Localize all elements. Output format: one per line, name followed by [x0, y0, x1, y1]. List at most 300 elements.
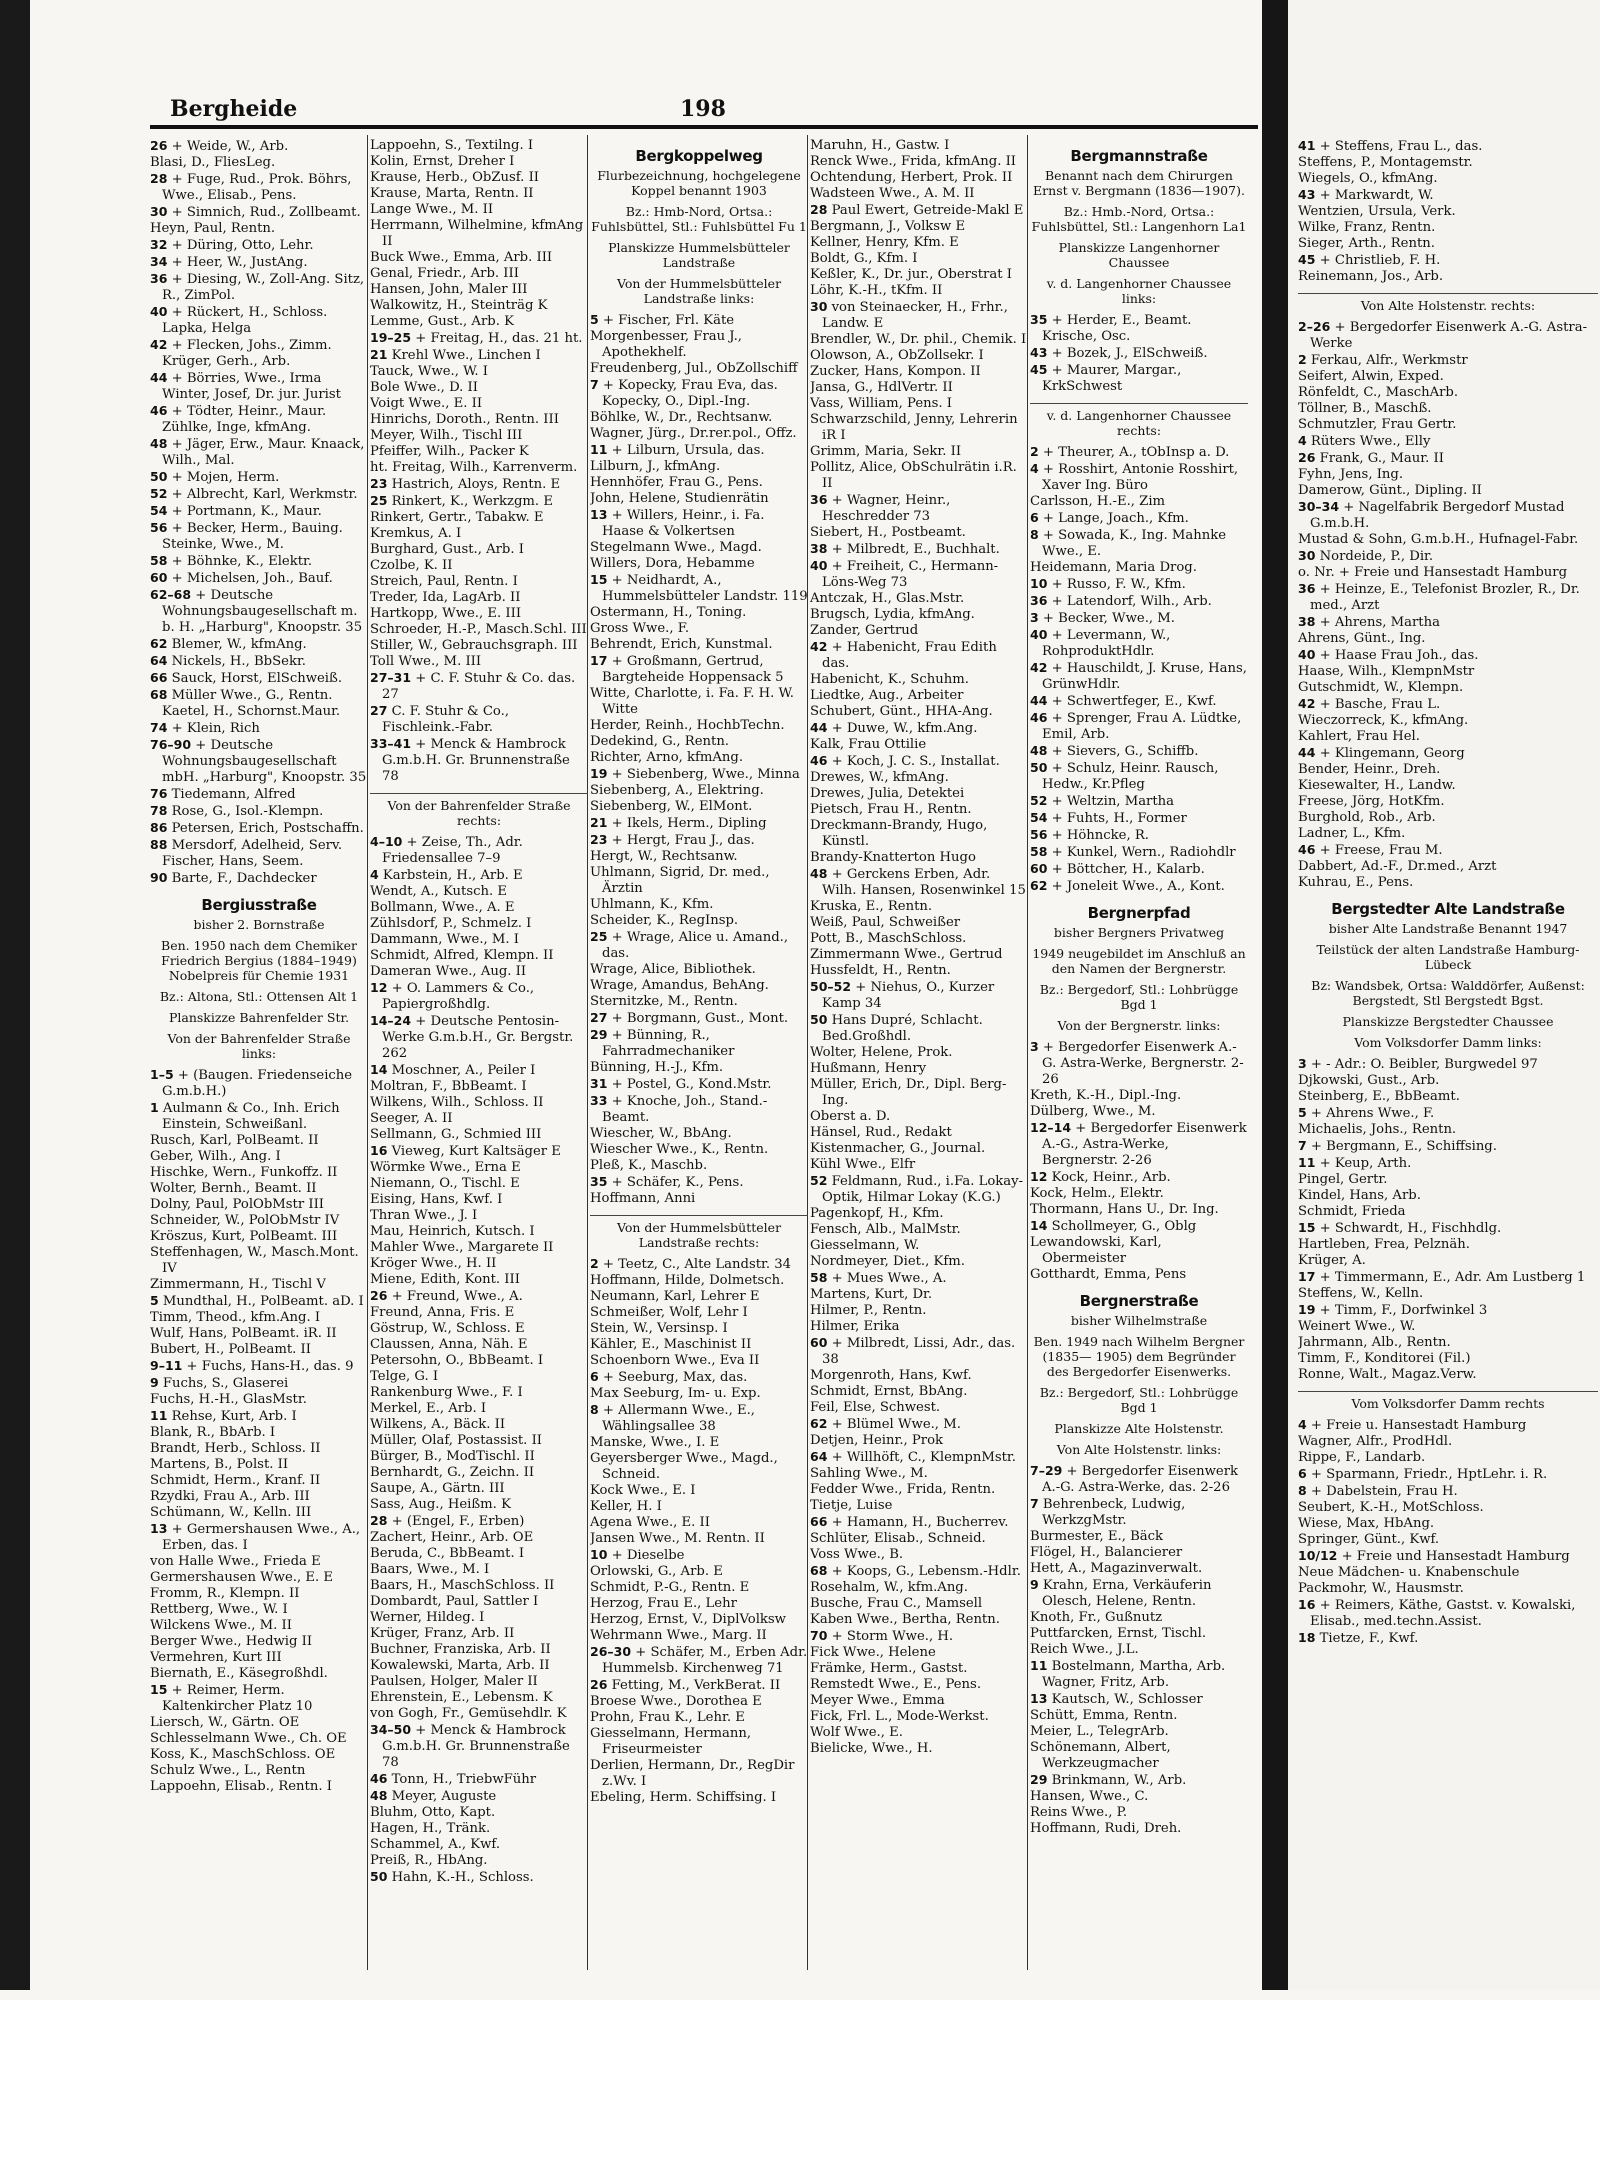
directory-entry [150, 1763, 368, 1779]
directory-entry [590, 1694, 808, 1710]
resident-text: + Storm Wwe., H. [831, 1629, 954, 1644]
resident-text: Nickels, H., BbSekr. [171, 654, 307, 669]
resident-text: Burmester, E., Bäck [1030, 1529, 1164, 1544]
directory-entry [150, 1666, 368, 1682]
directory-entry [810, 1596, 1028, 1612]
directory-entry [150, 1521, 368, 1554]
resident-text: Ahrens, Günt., Ing. [1298, 631, 1426, 646]
resident-text: Vieweg, Kurt Kaltsäger E [391, 1144, 561, 1159]
resident-text: + Bergmann, E., Schiffsing. [1310, 1139, 1497, 1154]
resident-text: Rinkert, Gertr., Tabakw. E [370, 510, 544, 525]
resident-text: Busche, Frau C., Mamsell [810, 1596, 983, 1611]
directory-entry [370, 1272, 588, 1288]
directory-entry [1030, 1202, 1248, 1218]
directory-entry [1298, 729, 1598, 745]
resident-text: Saupe, A., Gärtn. III [370, 1481, 505, 1496]
house-number: 48 [810, 866, 828, 881]
resident-text: Mahler Wwe., Margarete II [370, 1240, 554, 1255]
house-number: 48 [150, 436, 168, 451]
resident-text: Eising, Hans, Kwf. I [370, 1192, 503, 1207]
directory-entry [370, 1111, 588, 1127]
directory-entry [1298, 565, 1598, 581]
street-heading: Bergnerstraße [1079, 1292, 1199, 1310]
house-number: 15 [590, 572, 608, 587]
resident-text: Krause, Marta, Rentn. II [370, 186, 534, 201]
directory-entry [1298, 1056, 1598, 1073]
resident-text: Tietje, Luise [810, 1498, 893, 1513]
directory-entry [810, 720, 1028, 737]
directory-entry [150, 486, 368, 503]
directory-entry [810, 1045, 1028, 1061]
directory-entry [150, 221, 368, 237]
directory-entry [810, 202, 1028, 219]
resident-text: Siebenberg, W., ElMont. [590, 799, 753, 814]
house-number: 48 [370, 1788, 388, 1803]
house-number: 13 [1030, 1691, 1048, 1706]
directory-entry [150, 786, 368, 803]
house-number: 2 [1298, 352, 1307, 367]
resident-text: Wrage, Amandus, BehAng. [590, 978, 769, 993]
house-number: 62 [150, 636, 168, 651]
directory-entry [810, 1157, 1028, 1173]
directory-entry [150, 837, 368, 870]
resident-text: + Becker, Wwe., M. [1042, 611, 1175, 626]
resident-text: Brandy-Knatterton Hugo [810, 850, 976, 865]
directory-entry [150, 370, 368, 403]
directory-entry [590, 410, 808, 426]
directory-entry [370, 1706, 588, 1722]
directory-entry [1298, 842, 1598, 859]
resident-text: Müller, Olaf, Postassist. II [370, 1433, 542, 1448]
resident-text: + Hergt, Frau J., das. [611, 833, 755, 848]
resident-text: + Willers, Heinr., i. Fa. Haase & Volkertsen [602, 508, 765, 539]
directory-entry [590, 1483, 808, 1499]
directory-entry [150, 1213, 368, 1229]
directory-entry [370, 1433, 588, 1449]
directory-entry [1030, 1805, 1248, 1821]
directory-entry [1030, 1496, 1248, 1529]
house-number: 31 [590, 1076, 608, 1091]
house-number: 50–52 [810, 979, 852, 994]
resident-text: Dreckmann-Brandy, Hugo, Künstl. [810, 818, 988, 849]
directory-entry [590, 1191, 808, 1207]
resident-text: Schütt, Emma, Rentn. [1030, 1708, 1178, 1723]
directory-entry [370, 526, 588, 542]
resident-text: + Blümel Wwe., M. [831, 1417, 961, 1432]
house-number: 3 [1030, 610, 1039, 625]
directory-entry [590, 426, 808, 442]
directory-entry [1298, 1204, 1598, 1220]
directory-entry [1030, 1039, 1248, 1088]
directory-entry [590, 734, 808, 750]
resident-text: Willers, Dora, Hebamme [590, 556, 755, 571]
directory-entry [810, 558, 1028, 591]
resident-text: Wieczorreck, K., kfmAng. [1298, 713, 1469, 728]
resident-text: Miene, Edith, Kont. III [370, 1272, 520, 1287]
resident-text: Müller, Erich, Dr., Dipl. Berg-Ing. [810, 1077, 1007, 1108]
directory-entry [810, 704, 1028, 720]
house-number: 8 [590, 1402, 599, 1417]
resident-text: + Christlieb, F. H. [1319, 253, 1441, 268]
street-description: Bz.: Hmb.-Nord, Ortsa.: Fuhlsbüttel, Stl.: Langenhorn La1 [1031, 204, 1247, 234]
directory-entry [1298, 548, 1598, 565]
resident-text: + Ahrens, Martha [1319, 615, 1440, 630]
resident-text: Pagenkopf, H., Kfm. [810, 1206, 944, 1221]
resident-text: Steffenhagen, W., Masch.Mont. IV [150, 1245, 359, 1276]
directory-entry [1298, 713, 1598, 729]
street-description: Bz.: Hmb-Nord, Ortsa.: Fuhlsbüttel, Stl.: Fuhlsbüttel Fu 1 [591, 204, 807, 234]
resident-text: + Willhöft, C., KlempnMstr. [831, 1450, 1016, 1465]
directory-entry [1298, 1188, 1598, 1204]
resident-text: + Koch, J. C. S., Installat. [831, 754, 1000, 769]
resident-text: Feil, Else, Schwest. [810, 1400, 941, 1415]
directory-entry [150, 1489, 368, 1505]
resident-text: Hans Dupré, Schlacht. Bed.Großhdl. [822, 1013, 983, 1044]
house-number: 3 [1298, 1056, 1307, 1071]
directory-entry [810, 866, 1028, 899]
house-number: 64 [150, 653, 168, 668]
resident-text: Zachert, Heinr., Arb. OE [370, 1530, 534, 1545]
directory-entry [150, 403, 368, 436]
resident-text: Dabbert, Ad.-F., Dr.med., Arzt [1298, 859, 1497, 874]
house-number: 12 [1030, 1169, 1048, 1184]
resident-text: Wilckens Wwe., M. II [150, 1618, 292, 1633]
directory-entry [590, 1060, 808, 1076]
resident-text: Ronne, Walt., Magaz.Verw. [1298, 1367, 1477, 1382]
resident-text: + Postel, G., Kond.Mstr. [611, 1077, 772, 1092]
directory-entry [1030, 345, 1248, 362]
directory-entry [1298, 762, 1598, 778]
directory-entry [370, 396, 588, 412]
house-number: 46 [810, 753, 828, 768]
directory-entry [150, 1067, 368, 1100]
resident-text: Pietsch, Frau H., Rentn. [810, 802, 972, 817]
directory-entry [150, 803, 368, 820]
resident-text: + Börries, Wwe., Irma Winter, Josef, Dr. jur. Jurist [162, 371, 341, 402]
resident-text: Töllner, B., Maschß. [1298, 401, 1432, 416]
directory-entry [1030, 1642, 1248, 1658]
directory-entry [590, 1515, 808, 1531]
directory-entry [370, 1853, 588, 1869]
house-number: 45 [1298, 252, 1316, 267]
directory-entry [590, 1451, 808, 1483]
resident-text: Nordmeyer, Diet., Kfm. [810, 1254, 965, 1269]
resident-text: + Levermann, W., RohproduktHdlr. [1042, 628, 1171, 659]
directory-entry [150, 1731, 368, 1747]
directory-entry [370, 606, 588, 622]
resident-text: Thormann, Hans U., Dr. Ing. [1030, 1202, 1219, 1217]
directory-entry [150, 1375, 368, 1392]
resident-text: Schmeißer, Wolf, Lehr I [590, 1305, 748, 1320]
resident-text: + Tödter, Heinr., Maur. Zühlke, Inge, kfmAng. [162, 404, 327, 435]
house-number: 52 [150, 486, 168, 501]
directory-entry [590, 1076, 808, 1093]
directory-entry [590, 1758, 808, 1790]
resident-text: Buchner, Franziska, Arb. II [370, 1642, 551, 1657]
house-number: 23 [370, 476, 388, 491]
directory-entry [1030, 1529, 1248, 1545]
resident-text: Hergt, W., Rechtsanw. [590, 849, 738, 864]
directory-entry [1298, 1105, 1598, 1122]
directory-entry [370, 444, 588, 460]
directory-entry [1030, 593, 1248, 610]
resident-text: Pfeiffer, Wilh., Packer K [370, 444, 529, 459]
directory-entry [810, 1580, 1028, 1596]
directory-entry [370, 1143, 588, 1160]
resident-text: Krüger, A. [1298, 1253, 1366, 1268]
directory-entry [590, 978, 808, 994]
resident-text: Hansen, Wwe., C. [1030, 1789, 1149, 1804]
directory-entry [590, 686, 808, 718]
resident-text: Buck Wwe., Emma, Arb. III [370, 250, 553, 265]
resident-text: Tauck, Wwe., W. I [370, 364, 488, 379]
house-number: 38 [1298, 614, 1316, 629]
resident-text: Ochtendung, Herbert, Prok. II [810, 170, 1013, 185]
resident-text: Paulsen, Holger, Maler II [370, 1674, 538, 1689]
resident-text: Streich, Paul, Rentn. I [370, 574, 518, 589]
directory-entry [370, 1305, 588, 1321]
house-number: 58 [1030, 844, 1048, 859]
resident-text: von Halle Wwe., Frieda E [150, 1554, 321, 1569]
resident-text: Baars, Wwe., M. I [370, 1562, 490, 1577]
resident-text: Hoffmann, Anni [590, 1191, 696, 1206]
resident-text: + Bergedorfer Eisenwerk A.-G. Astra-Werke, Bergnerstr. 2-26 [1042, 1040, 1244, 1087]
directory-entry [370, 916, 588, 932]
resident-text: Werner, Hildeg. I [370, 1610, 485, 1625]
resident-text: Böhlke, W., Dr., Rechtsanw. [590, 410, 773, 425]
resident-text: + Heer, W., JustAng. [171, 255, 308, 270]
resident-text: Zühlsdorf, P., Schmelz. I [370, 916, 532, 931]
directory-column-1 [150, 138, 368, 1968]
resident-text: Knoth, Fr., Gußnutz [1030, 1610, 1163, 1625]
directory-entry [810, 1725, 1028, 1741]
resident-text: Brendler, W., Dr. phil., Chemik. I [810, 332, 1027, 347]
directory-entry [1298, 220, 1598, 236]
street-heading: Bergnerpfad [1087, 904, 1191, 922]
resident-text: Lewandowski, Karl, Obermeister [1030, 1235, 1162, 1266]
resident-text: Rettberg, Wwe., W. I [150, 1602, 288, 1617]
directory-entry [590, 1596, 808, 1612]
resident-text: Wulf, Hans, PolBeamt. iR. II [150, 1326, 337, 1341]
resident-text: Kock, Helm., Elektr. [1030, 1186, 1164, 1201]
directory-entry [590, 1010, 808, 1027]
resident-text: Ferkau, Alfr., Werkmstr [1310, 353, 1468, 368]
resident-text: Schmidt, Herm., Kranf. II [150, 1473, 321, 1488]
resident-text: + Jäger, Erw., Maur. Knaack, Wilh., Mal. [162, 437, 365, 468]
directory-entry [370, 1127, 588, 1143]
directory-entry [1030, 1104, 1248, 1120]
directory-entry [370, 428, 588, 444]
directory-entry [1298, 532, 1598, 548]
directory-entry [1030, 693, 1248, 710]
resident-text: Bergmann, J., Volksw E [810, 219, 966, 234]
resident-text: Petersen, Erich, Postschaffn. [171, 821, 364, 836]
directory-entry [1298, 794, 1598, 810]
house-number: 36 [1298, 581, 1316, 596]
resident-text: Mustad & Sohn, G.m.b.H., Hufnagel-Fabr. [1298, 532, 1579, 547]
house-number: 40 [1298, 647, 1316, 662]
street-description: Bz.: Bergedorf, Stl.: Lohbrügge Bgd 1 [1039, 1385, 1239, 1415]
resident-text: Wiescher Wwe., K., Rentn. [590, 1142, 769, 1157]
directory-entry [370, 1869, 588, 1886]
resident-text: Kühl Wwe., Elfr [810, 1157, 916, 1172]
directory-entry [1298, 1581, 1598, 1597]
directory-entry [590, 1142, 808, 1158]
directory-entry [150, 1441, 368, 1457]
directory-entry [1298, 417, 1598, 433]
directory-entry [590, 1499, 808, 1515]
directory-entry [590, 913, 808, 929]
resident-text: Reins Wwe., P. [1030, 1805, 1128, 1820]
resident-text: Schoenborn Wwe., Eva II [590, 1353, 760, 1368]
resident-text: + Seeburg, Max, das. [602, 1370, 748, 1385]
resident-text: + Hamann, H., Bucherrev. [831, 1515, 1009, 1530]
house-number: 33–41 [370, 736, 412, 751]
directory-entry [810, 1270, 1028, 1287]
directory-entry [810, 1109, 1028, 1125]
directory-entry [1030, 510, 1248, 527]
house-number: 43 [1298, 187, 1316, 202]
house-number: 11 [1030, 1658, 1048, 1673]
directory-entry [590, 621, 808, 637]
resident-text: Wolf Wwe., E. [810, 1725, 903, 1740]
directory-entry [810, 444, 1028, 460]
resident-text: Kuhrau, E., Pens. [1298, 875, 1414, 890]
resident-text: Fromm, R., Klempn. II [150, 1586, 300, 1601]
resident-text: + Freie u. Hansestadt Hamburg [1310, 1418, 1527, 1433]
resident-text: Schubert, Günt., HHA-Ang. [810, 704, 993, 719]
directory-entry [1030, 1088, 1248, 1104]
resident-text: Schmidt, P.-G., Rentn. E [590, 1580, 750, 1595]
house-number: 8 [1030, 527, 1039, 542]
resident-text: + Deutsche Wohnungsbaugesellschaft m. b. H. „Harburg", Knoopstr. 35 [162, 588, 363, 635]
directory-entry [370, 460, 588, 476]
resident-text: Moschner, A., Peiler I [391, 1063, 536, 1078]
directory-entry [590, 1158, 808, 1174]
directory-entry [1298, 433, 1598, 450]
house-number: 34–50 [370, 1722, 412, 1737]
resident-text: Wehrmann Wwe., Marg. II [590, 1628, 767, 1643]
house-number: 46 [150, 403, 168, 418]
directory-entry [810, 818, 1028, 850]
directory-entry [810, 1693, 1028, 1709]
resident-text: Djkowski, Gust., Arb. [1298, 1073, 1440, 1088]
directory-entry [150, 1473, 368, 1489]
house-number: 19 [1298, 1302, 1316, 1317]
resident-text: Krahn, Erna, Verkäuferin Olesch, Helene, Rentn. [1042, 1578, 1212, 1609]
resident-text: Jansen Wwe., M. Rentn. II [590, 1531, 765, 1546]
directory-entry [370, 964, 588, 980]
directory-entry [590, 1027, 808, 1060]
resident-text: Giesselmann, Hermann, Friseurmeister [590, 1726, 752, 1757]
directory-entry [370, 364, 588, 380]
directory-entry [1298, 1220, 1598, 1237]
directory-entry [370, 590, 588, 606]
resident-text: + Diesing, W., Zoll-Ang. Sitz, R., ZimPol. [162, 272, 365, 303]
house-number: 7 [1030, 1496, 1039, 1511]
directory-entry [1298, 631, 1598, 647]
directory-entry [1298, 810, 1598, 826]
directory-entry [590, 718, 808, 734]
directory-entry [150, 1747, 368, 1763]
resident-text: Neumann, Karl, Lehrer E [590, 1289, 760, 1304]
resident-text: Siebert, H., Postbeamt. [810, 525, 966, 540]
directory-entry [590, 1305, 808, 1321]
resident-text: Rose, G., Isol.-Klempn. [171, 804, 324, 819]
directory-entry [1030, 1545, 1248, 1561]
resident-text: Siebenberg, A., Elektring. [590, 783, 764, 798]
directory-entry [590, 1174, 808, 1191]
resident-text: Schümann, W., Kelln. III [150, 1505, 312, 1520]
directory-entry [1298, 1155, 1598, 1172]
house-number: 12 [370, 980, 388, 995]
directory-entry [1030, 1772, 1248, 1789]
directory-entry [810, 1254, 1028, 1270]
directory-entry [810, 1173, 1028, 1206]
directory-entry [370, 900, 588, 916]
resident-text: Seifert, Alwin, Exped. [1298, 369, 1444, 384]
house-number: 58 [810, 1270, 828, 1285]
resident-text: Rüters Wwe., Elly [1310, 434, 1431, 449]
directory-entry [590, 1531, 808, 1547]
directory-entry [590, 929, 808, 962]
street-description: Bz.: Bergedorf, Stl.: Lohbrügge Bgd 1 [1039, 982, 1239, 1012]
directory-entry [370, 1530, 588, 1546]
street-description: Von der Bahrenfelder Straße links: [167, 1031, 351, 1061]
directory-entry [370, 1771, 588, 1788]
directory-entry [590, 1337, 808, 1353]
directory-entry [370, 1805, 588, 1821]
resident-text: Drewes, Julia, Detektei [810, 786, 965, 801]
resident-text: Burghard, Gust., Arb. I [370, 542, 524, 557]
directory-entry [590, 865, 808, 897]
resident-text: + Albrecht, Karl, Werkmstr. [171, 487, 358, 502]
house-number: 70 [810, 1628, 828, 1643]
directory-entry [1298, 1269, 1598, 1286]
directory-entry [150, 271, 368, 304]
directory-entry [1298, 1237, 1598, 1253]
directory-entry [150, 436, 368, 469]
house-number: 42 [1030, 660, 1048, 675]
resident-text: + Mojen, Herm. [171, 470, 280, 485]
directory-entry [150, 1618, 368, 1634]
directory-entry [1298, 1073, 1598, 1089]
resident-text: Fick Wwe., Helene [810, 1645, 936, 1660]
directory-entry [370, 266, 588, 282]
directory-entry [1298, 319, 1598, 352]
resident-text: Jansa, G., HdlVertr. II [810, 380, 953, 395]
street-description: Teilstück der alten Landstraße Hamburg-Lübeck [1316, 942, 1580, 972]
house-number: 25 [590, 929, 608, 944]
resident-text: Schollmeyer, G., Oblg [1051, 1219, 1197, 1234]
directory-entry [810, 1449, 1028, 1466]
directory-entry [810, 1612, 1028, 1628]
directory-entry [590, 442, 808, 459]
resident-text: Dolny, Paul, PolObMstr III [150, 1197, 324, 1212]
resident-text: Schwarzschild, Jenny, Lehrerin iR I [810, 412, 1018, 443]
resident-text: Antczak, H., Glas.Mstr. [810, 591, 965, 606]
house-number: 5 [150, 1293, 159, 1308]
resident-text: Wilkens, Wilh., Schloss. II [370, 1095, 544, 1110]
resident-text: Kock Wwe., E. I [590, 1483, 696, 1498]
resident-text: + Düring, Otto, Lehr. [171, 238, 314, 253]
directory-entry [1030, 1740, 1248, 1772]
house-number: 44 [1298, 745, 1316, 760]
directory-entry [1030, 878, 1248, 895]
house-number: 6 [1030, 510, 1039, 525]
resident-text: + Fuge, Rud., Prok. Böhrs, Wwe., Elisab., Pens. [162, 172, 352, 203]
directory-entry [370, 1095, 588, 1111]
